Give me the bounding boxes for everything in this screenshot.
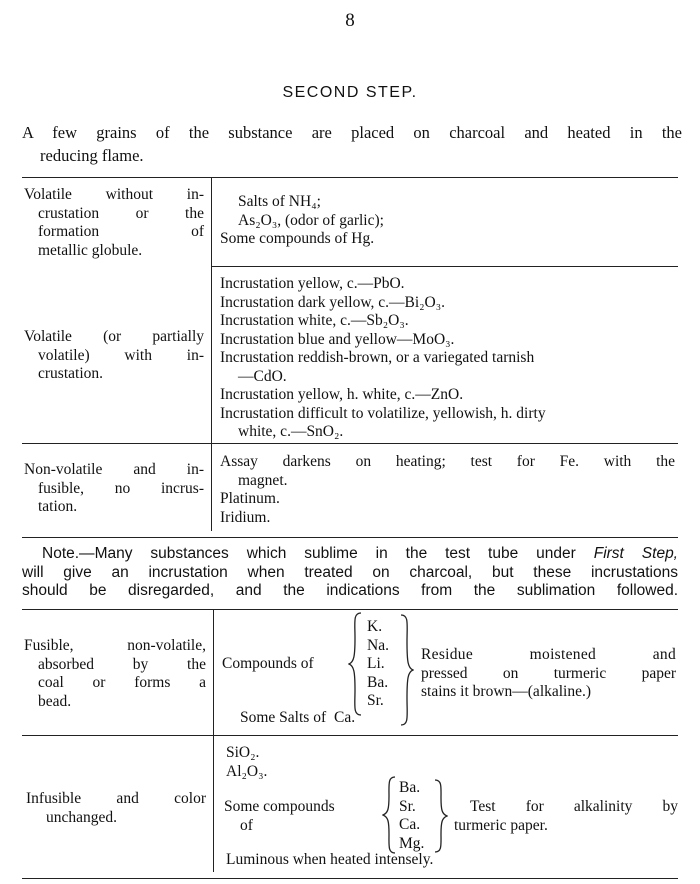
intro-line: reducing flame.: [40, 146, 144, 165]
cell-line: SiO₂.: [226, 744, 260, 761]
cell-line: Salts of NH₄;: [238, 193, 321, 210]
cell-line: stains it brown—(alkaline.): [421, 683, 592, 700]
cell-line: Incrustation blue and yellow—MoO₃.: [220, 330, 455, 348]
cell-line: tation.: [38, 498, 78, 515]
element-symbol: Ca.: [334, 709, 356, 726]
table-top-rule: [22, 609, 678, 610]
element-symbol: K.: [367, 618, 383, 635]
right-brace-icon: [400, 614, 414, 730]
cell-line: Incrustation reddish-brown, or a variegated tarnish: [220, 349, 535, 366]
cell-line: crustation.: [38, 365, 103, 382]
cell-line: Some compounds: [224, 798, 335, 815]
cell-line: Volatile without in-: [24, 186, 204, 203]
section-heading: SECOND STEP.: [282, 84, 418, 101]
row5-element-list: [399, 779, 424, 853]
cell-line: Test for alkalinity by: [470, 798, 678, 815]
row5-result: [454, 798, 678, 835]
cell-line: Fusible, non-volatile,: [24, 637, 206, 654]
right-brace-icon: [400, 614, 414, 726]
row-divider: [22, 735, 678, 736]
cell-line: pressed on turmeric paper: [421, 664, 676, 682]
row1-results: [220, 193, 675, 249]
cell-line: unchanged.: [46, 808, 118, 826]
cell-line: Incrustation yellow, h. white, c.—ZnO.: [220, 386, 464, 403]
cell-line: Assay darkens on heating; test for Fe. with the: [220, 453, 675, 470]
cell-line: turmeric paper.: [454, 816, 548, 834]
cell-line: Volatile (or partially: [24, 328, 204, 345]
element-symbol: Mg.: [399, 834, 425, 852]
note-line: should be disregarded, and the indications from the sublimation followed.: [22, 582, 678, 599]
row4-last-line: [240, 709, 355, 728]
right-brace-icon: [434, 779, 448, 857]
element-symbol: Ba.: [399, 779, 421, 796]
cell-line: Incrustation dark yellow, c.—Bi₂O₃.: [220, 293, 446, 311]
cell-line: Incrustation yellow, c.—PbO.: [220, 275, 405, 292]
note-line: will give an incrustation when treated on charcoal, but these incrustations: [22, 563, 678, 581]
cell-line: fusible, no incrus-: [38, 479, 204, 497]
cell-line: Incrustation difficult to volatilize, yellowish, h. dirty: [220, 404, 546, 422]
left-brace-icon: [348, 612, 362, 716]
cell-line: Incrustation white, c.—Sb₂O₃.: [220, 312, 409, 329]
element-symbol: Na.: [367, 636, 389, 654]
row5-bottom: Luminous when heated intensely.: [226, 851, 434, 868]
element-symbol: Li.: [367, 655, 385, 672]
cell-line: Non-volatile and in-: [24, 461, 204, 478]
table-bottom-rule: [22, 878, 678, 879]
row3-condition: [24, 461, 204, 517]
cell-line: magnet.: [238, 471, 288, 489]
left-brace-icon: [382, 776, 396, 858]
row5-condition: [26, 790, 206, 827]
cell-line: white, c.—SnO₂.: [238, 423, 344, 440]
cell-line: Some compounds of Hg.: [220, 230, 375, 247]
cell-line: coal or forms a: [38, 674, 206, 691]
right-brace-icon: [434, 779, 448, 853]
row-divider: [22, 443, 678, 444]
row3-results: [220, 453, 675, 527]
cell-line: Al₂O₃.: [226, 762, 268, 780]
row4-element-list: [367, 618, 389, 711]
cell-line: absorbed by the: [38, 655, 206, 673]
cell-line: of: [240, 816, 253, 834]
cell-line: formation of: [38, 223, 204, 240]
intro-paragraph: [22, 121, 682, 167]
table-top-rule: [22, 177, 678, 178]
cell-line: Residue moistened and: [421, 646, 676, 663]
row4-result: [421, 646, 676, 702]
element-symbol: Ba.: [367, 673, 389, 691]
note-line: [22, 545, 678, 564]
row-divider: [212, 266, 678, 267]
row1-condition: [24, 186, 204, 260]
cell-line: Platinum.: [220, 490, 280, 507]
cell-line: —CdO.: [238, 367, 287, 385]
row5-top: [226, 744, 267, 781]
page-number: 8: [345, 10, 355, 31]
cell-line: volatile) with in-: [38, 346, 204, 364]
column-divider: [213, 610, 214, 872]
intro-line: A few grains of the substance are placed on charcoal and heated in the: [22, 123, 682, 142]
cell-line: Iridium.: [220, 508, 271, 526]
row4-prefix: Compounds of: [222, 655, 314, 672]
row4-condition: [24, 637, 206, 711]
cell-line: As₂O₃, (odor of garlic);: [238, 211, 384, 229]
row2-results: [220, 275, 675, 442]
note-emphasis: First Step,: [593, 545, 678, 562]
column-divider: [211, 178, 212, 531]
element-symbol: Sr.: [399, 797, 416, 815]
table-bottom-rule: [22, 537, 678, 538]
cell-line: metallic globule.: [38, 241, 143, 259]
cell-line: Infusible and color: [26, 790, 206, 807]
note-label: Note.—: [42, 545, 95, 562]
note-text: Many substances which sublime in the test tube under: [94, 545, 594, 562]
left-brace-icon: [382, 776, 396, 854]
element-symbol: Ca.: [399, 816, 421, 833]
element-symbol: Sr.: [367, 692, 384, 709]
cell-line: Some Salts of: [240, 709, 327, 726]
cell-line: crustation or the: [38, 204, 204, 222]
row2-condition: [24, 328, 204, 384]
note-paragraph: [22, 545, 678, 601]
left-brace-icon: [348, 612, 362, 722]
row5-prefix: [224, 798, 335, 835]
cell-line: bead.: [38, 692, 72, 710]
